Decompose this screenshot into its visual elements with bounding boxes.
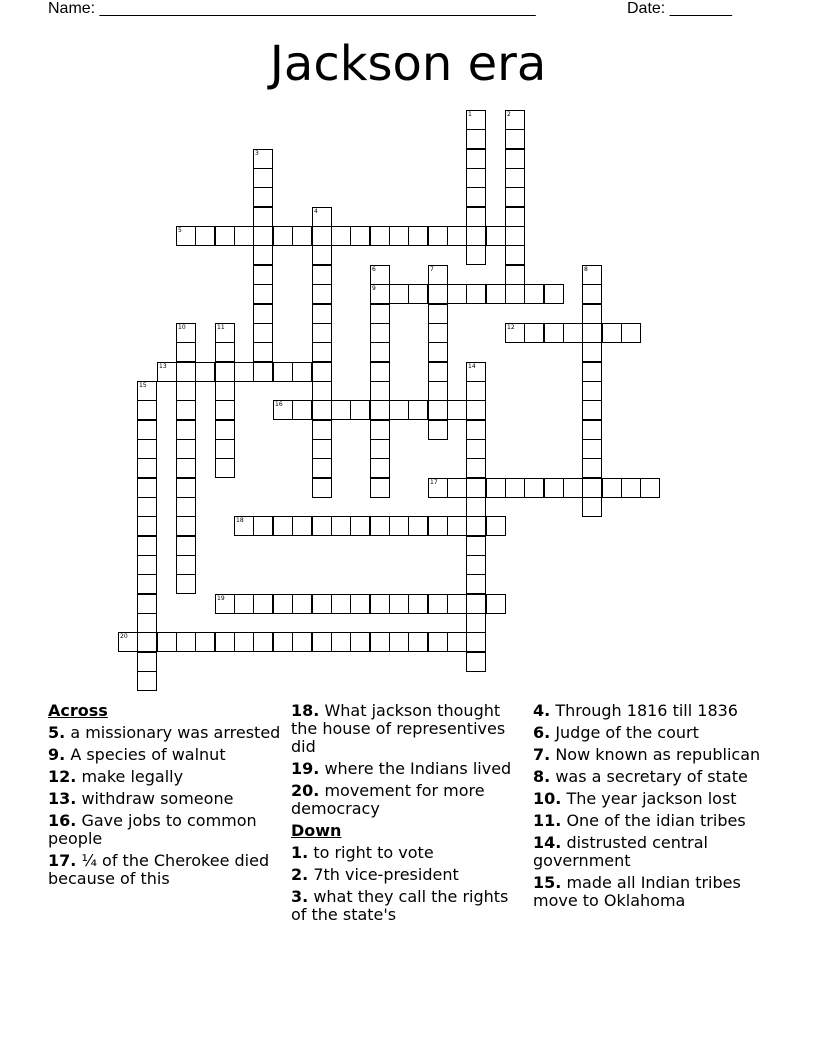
grid-cell[interactable] bbox=[582, 304, 602, 324]
grid-cell[interactable] bbox=[253, 187, 273, 207]
grid-cell[interactable] bbox=[312, 284, 332, 304]
grid-cell[interactable] bbox=[331, 400, 351, 420]
grid-cell[interactable] bbox=[466, 439, 486, 459]
grid-cell[interactable] bbox=[370, 284, 390, 304]
grid-cell[interactable] bbox=[253, 342, 273, 362]
grid-cell[interactable] bbox=[447, 400, 467, 420]
grid-cell[interactable] bbox=[176, 632, 196, 652]
clue-number: 17 bbox=[430, 479, 438, 486]
grid-cell[interactable] bbox=[466, 478, 486, 498]
clue-number: 8 bbox=[584, 266, 588, 273]
clue-down-6: 6. Judge of the court bbox=[533, 723, 699, 742]
grid-cell[interactable] bbox=[408, 284, 428, 304]
clue-number: 2 bbox=[507, 111, 511, 118]
grid-cell[interactable] bbox=[176, 516, 196, 536]
grid-cell[interactable] bbox=[370, 439, 390, 459]
grid-cell[interactable] bbox=[234, 594, 254, 614]
clue-down-4: 4. Through 1816 till 1836 bbox=[533, 701, 738, 720]
grid-cell[interactable] bbox=[466, 129, 486, 149]
grid-cell[interactable] bbox=[466, 207, 486, 227]
grid-cell[interactable] bbox=[447, 284, 467, 304]
grid-cell[interactable] bbox=[524, 478, 544, 498]
grid-cell[interactable] bbox=[253, 149, 273, 169]
grid-cell[interactable] bbox=[137, 381, 157, 401]
clue-number: 15 bbox=[139, 382, 147, 389]
grid-cell[interactable] bbox=[215, 226, 235, 246]
grid-cell[interactable] bbox=[466, 245, 486, 265]
grid-cell[interactable] bbox=[582, 381, 602, 401]
grid-cell[interactable] bbox=[370, 632, 390, 652]
grid-cell[interactable] bbox=[292, 516, 312, 536]
grid-cell[interactable] bbox=[466, 149, 486, 169]
grid-cell[interactable] bbox=[215, 362, 235, 382]
grid-cell[interactable] bbox=[466, 110, 486, 130]
clue-down-2: 2. 7th vice-president bbox=[291, 865, 459, 884]
grid-cell[interactable] bbox=[176, 574, 196, 594]
grid-cell[interactable] bbox=[176, 226, 196, 246]
grid-cell[interactable] bbox=[312, 226, 332, 246]
grid-cell[interactable] bbox=[447, 226, 467, 246]
grid-cell[interactable] bbox=[215, 594, 235, 614]
grid-cell[interactable] bbox=[389, 226, 409, 246]
grid-cell[interactable] bbox=[157, 632, 177, 652]
grid-cell[interactable] bbox=[466, 168, 486, 188]
grid-cell[interactable] bbox=[582, 478, 602, 498]
grid-cell[interactable] bbox=[215, 632, 235, 652]
grid-cell[interactable] bbox=[428, 381, 448, 401]
grid-cell[interactable] bbox=[428, 632, 448, 652]
grid-cell[interactable] bbox=[176, 342, 196, 362]
grid-cell[interactable] bbox=[137, 497, 157, 517]
grid-cell[interactable] bbox=[157, 362, 177, 382]
grid-cell[interactable] bbox=[292, 632, 312, 652]
grid-cell[interactable] bbox=[408, 516, 428, 536]
grid-cell[interactable] bbox=[312, 245, 332, 265]
grid-cell[interactable] bbox=[370, 265, 390, 285]
grid-cell[interactable] bbox=[137, 478, 157, 498]
grid-cell[interactable] bbox=[428, 400, 448, 420]
grid-cell[interactable] bbox=[505, 265, 525, 285]
grid-cell[interactable] bbox=[176, 536, 196, 556]
grid-cell[interactable] bbox=[137, 652, 157, 672]
grid-cell[interactable] bbox=[466, 516, 486, 536]
grid-cell[interactable] bbox=[466, 420, 486, 440]
grid-cell[interactable] bbox=[137, 516, 157, 536]
grid-cell[interactable] bbox=[408, 226, 428, 246]
name-field-label: Name: _________________________________________________ bbox=[48, 0, 536, 17]
grid-cell[interactable] bbox=[428, 420, 448, 440]
grid-cell[interactable] bbox=[582, 323, 602, 343]
grid-cell[interactable] bbox=[312, 304, 332, 324]
grid-cell[interactable] bbox=[273, 226, 293, 246]
grid-cell[interactable] bbox=[137, 594, 157, 614]
grid-cell[interactable] bbox=[312, 207, 332, 227]
grid-cell[interactable] bbox=[234, 226, 254, 246]
grid-cell[interactable] bbox=[253, 362, 273, 382]
grid-cell[interactable] bbox=[234, 632, 254, 652]
grid-cell[interactable] bbox=[408, 632, 428, 652]
grid-cell[interactable] bbox=[602, 478, 622, 498]
grid-cell[interactable] bbox=[621, 478, 641, 498]
grid-cell[interactable] bbox=[640, 478, 660, 498]
grid-cell[interactable] bbox=[253, 207, 273, 227]
grid-cell[interactable] bbox=[582, 439, 602, 459]
grid-cell[interactable] bbox=[137, 671, 157, 691]
grid-cell[interactable] bbox=[253, 516, 273, 536]
grid-cell[interactable] bbox=[176, 458, 196, 478]
grid-cell[interactable] bbox=[505, 478, 525, 498]
grid-cell[interactable] bbox=[370, 478, 390, 498]
grid-cell[interactable] bbox=[428, 226, 448, 246]
grid-cell[interactable] bbox=[582, 362, 602, 382]
grid-cell[interactable] bbox=[253, 323, 273, 343]
grid-cell[interactable] bbox=[176, 420, 196, 440]
grid-cell[interactable] bbox=[312, 381, 332, 401]
clue-down-3: 3. what they call the rights of the state's bbox=[291, 887, 509, 924]
grid-cell[interactable] bbox=[466, 632, 486, 652]
clue-number: 19 bbox=[217, 595, 225, 602]
grid-cell[interactable] bbox=[176, 555, 196, 575]
grid-cell[interactable] bbox=[466, 536, 486, 556]
clue-across-12: 12. make legally bbox=[48, 767, 184, 786]
grid-cell[interactable] bbox=[253, 594, 273, 614]
grid-cell[interactable] bbox=[505, 284, 525, 304]
grid-cell[interactable] bbox=[466, 226, 486, 246]
grid-cell[interactable] bbox=[253, 245, 273, 265]
grid-cell[interactable] bbox=[312, 420, 332, 440]
grid-cell[interactable] bbox=[505, 149, 525, 169]
grid-cell[interactable] bbox=[312, 400, 332, 420]
grid-cell[interactable] bbox=[466, 574, 486, 594]
grid-cell[interactable] bbox=[176, 478, 196, 498]
grid-cell[interactable] bbox=[466, 381, 486, 401]
clue-column-1 bbox=[48, 702, 283, 892]
grid-cell[interactable] bbox=[350, 226, 370, 246]
clue-down-1: 1. to right to vote bbox=[291, 843, 434, 862]
clue-across-16: 16. Gave jobs to common people bbox=[48, 811, 257, 848]
clue-across-5: 5. a missionary was arrested bbox=[48, 723, 281, 742]
grid-cell[interactable] bbox=[466, 613, 486, 633]
grid-cell[interactable] bbox=[350, 632, 370, 652]
grid-cell[interactable] bbox=[466, 497, 486, 517]
grid-cell[interactable] bbox=[137, 613, 157, 633]
grid-cell[interactable] bbox=[350, 400, 370, 420]
clue-down-7: 7. Now known as republican bbox=[533, 745, 761, 764]
across-heading: Across bbox=[48, 701, 108, 720]
date-field-label: Date: _______ bbox=[627, 0, 732, 17]
grid-cell[interactable] bbox=[582, 458, 602, 478]
grid-cell[interactable] bbox=[350, 594, 370, 614]
grid-cell[interactable] bbox=[137, 632, 157, 652]
grid-cell[interactable] bbox=[312, 362, 332, 382]
grid-cell[interactable] bbox=[582, 400, 602, 420]
grid-cell[interactable] bbox=[505, 245, 525, 265]
grid-cell[interactable] bbox=[370, 420, 390, 440]
grid-cell[interactable] bbox=[137, 574, 157, 594]
clue-across-17: 17. ¼ of the Cherokee died because of this bbox=[48, 851, 270, 888]
grid-cell[interactable] bbox=[582, 342, 602, 362]
grid-cell[interactable] bbox=[428, 594, 448, 614]
grid-cell[interactable] bbox=[544, 284, 564, 304]
grid-cell[interactable] bbox=[447, 516, 467, 536]
grid-cell[interactable] bbox=[428, 323, 448, 343]
grid-cell[interactable] bbox=[370, 362, 390, 382]
clue-down-14: 14. distrusted central government bbox=[533, 833, 708, 870]
clue-across-19: 19. where the Indians lived bbox=[291, 759, 512, 778]
clue-down-11: 11. One of the idian tribes bbox=[533, 811, 746, 830]
grid-cell[interactable] bbox=[137, 555, 157, 575]
grid-cell[interactable] bbox=[486, 594, 506, 614]
clue-number: 18 bbox=[236, 517, 244, 524]
grid-cell[interactable] bbox=[505, 207, 525, 227]
grid-cell[interactable] bbox=[312, 594, 332, 614]
grid-cell[interactable] bbox=[505, 226, 525, 246]
grid-cell[interactable] bbox=[273, 594, 293, 614]
grid-cell[interactable] bbox=[505, 187, 525, 207]
grid-cell[interactable] bbox=[195, 362, 215, 382]
grid-cell[interactable] bbox=[602, 323, 622, 343]
clue-down-15: 15. made all Indian tribes move to Oklahoma bbox=[533, 873, 741, 910]
grid-cell[interactable] bbox=[215, 420, 235, 440]
clue-column-3 bbox=[533, 702, 768, 914]
grid-cell[interactable] bbox=[370, 342, 390, 362]
clue-number: 16 bbox=[275, 401, 283, 408]
clue-number: 11 bbox=[217, 324, 225, 331]
grid-cell[interactable] bbox=[428, 342, 448, 362]
grid-cell[interactable] bbox=[505, 110, 525, 130]
grid-cell[interactable] bbox=[486, 516, 506, 536]
grid-cell[interactable] bbox=[563, 323, 583, 343]
grid-cell[interactable] bbox=[486, 226, 506, 246]
clue-number: 9 bbox=[372, 285, 376, 292]
grid-cell[interactable] bbox=[215, 342, 235, 362]
grid-cell[interactable] bbox=[215, 439, 235, 459]
grid-cell[interactable] bbox=[544, 478, 564, 498]
grid-cell[interactable] bbox=[331, 226, 351, 246]
clue-across-20: 20. movement for more democracy bbox=[291, 781, 485, 818]
grid-cell[interactable] bbox=[176, 497, 196, 517]
grid-cell[interactable] bbox=[428, 304, 448, 324]
clue-number: 14 bbox=[468, 363, 476, 370]
grid-cell[interactable] bbox=[466, 555, 486, 575]
clue-down-10: 10. The year jackson lost bbox=[533, 789, 737, 808]
grid-cell[interactable] bbox=[447, 478, 467, 498]
grid-cell[interactable] bbox=[273, 632, 293, 652]
grid-cell[interactable] bbox=[350, 516, 370, 536]
grid-cell[interactable] bbox=[312, 478, 332, 498]
grid-cell[interactable] bbox=[118, 632, 138, 652]
clue-down-8: 8. was a secretary of state bbox=[533, 767, 748, 786]
grid-cell[interactable] bbox=[195, 226, 215, 246]
grid-cell[interactable] bbox=[428, 362, 448, 382]
clue-across-9: 9. A species of walnut bbox=[48, 745, 226, 764]
grid-cell[interactable] bbox=[466, 458, 486, 478]
clue-number: 5 bbox=[178, 227, 182, 234]
grid-cell[interactable] bbox=[486, 478, 506, 498]
grid-cell[interactable] bbox=[292, 226, 312, 246]
grid-cell[interactable] bbox=[215, 458, 235, 478]
grid-cell[interactable] bbox=[312, 458, 332, 478]
grid-cell[interactable] bbox=[505, 129, 525, 149]
clue-number: 4 bbox=[314, 208, 318, 215]
grid-cell[interactable] bbox=[137, 458, 157, 478]
grid-cell[interactable] bbox=[312, 323, 332, 343]
grid-cell[interactable] bbox=[582, 265, 602, 285]
clue-across-18: 18. What jackson thought the house of representives did bbox=[291, 701, 506, 756]
grid-cell[interactable] bbox=[466, 594, 486, 614]
clue-number: 13 bbox=[159, 363, 167, 370]
grid-cell[interactable] bbox=[505, 168, 525, 188]
grid-cell[interactable] bbox=[176, 439, 196, 459]
grid-cell[interactable] bbox=[176, 362, 196, 382]
grid-cell[interactable] bbox=[370, 516, 390, 536]
clue-column-2 bbox=[291, 702, 526, 928]
grid-cell[interactable] bbox=[312, 265, 332, 285]
grid-cell[interactable] bbox=[176, 381, 196, 401]
grid-cell[interactable] bbox=[466, 362, 486, 382]
grid-cell[interactable] bbox=[389, 284, 409, 304]
grid-cell[interactable] bbox=[215, 400, 235, 420]
grid-cell[interactable] bbox=[370, 226, 390, 246]
grid-cell[interactable] bbox=[524, 323, 544, 343]
grid-cell[interactable] bbox=[428, 478, 448, 498]
grid-cell[interactable] bbox=[582, 497, 602, 517]
grid-cell[interactable] bbox=[234, 362, 254, 382]
clue-number: 1 bbox=[468, 111, 472, 118]
grid-cell[interactable] bbox=[447, 594, 467, 614]
grid-cell[interactable] bbox=[621, 323, 641, 343]
grid-cell[interactable] bbox=[370, 458, 390, 478]
grid-cell[interactable] bbox=[137, 420, 157, 440]
grid-cell[interactable] bbox=[253, 304, 273, 324]
grid-cell[interactable] bbox=[582, 284, 602, 304]
clue-number: 20 bbox=[120, 633, 128, 640]
grid-cell[interactable] bbox=[253, 265, 273, 285]
grid-cell[interactable] bbox=[137, 400, 157, 420]
grid-cell[interactable] bbox=[312, 439, 332, 459]
grid-cell[interactable] bbox=[408, 594, 428, 614]
grid-cell[interactable] bbox=[544, 323, 564, 343]
grid-cell[interactable] bbox=[466, 187, 486, 207]
grid-cell[interactable] bbox=[486, 284, 506, 304]
grid-cell[interactable] bbox=[215, 381, 235, 401]
grid-cell[interactable] bbox=[331, 516, 351, 536]
grid-cell[interactable] bbox=[292, 362, 312, 382]
grid-cell[interactable] bbox=[234, 516, 254, 536]
grid-cell[interactable] bbox=[273, 516, 293, 536]
grid-cell[interactable] bbox=[312, 632, 332, 652]
grid-cell[interactable] bbox=[428, 265, 448, 285]
grid-cell[interactable] bbox=[389, 400, 409, 420]
clue-number: 7 bbox=[430, 266, 434, 273]
grid-cell[interactable] bbox=[466, 284, 486, 304]
grid-cell[interactable] bbox=[292, 594, 312, 614]
grid-cell[interactable] bbox=[312, 516, 332, 536]
grid-cell[interactable] bbox=[253, 226, 273, 246]
grid-cell[interactable] bbox=[253, 168, 273, 188]
grid-cell[interactable] bbox=[273, 362, 293, 382]
grid-cell[interactable] bbox=[137, 439, 157, 459]
grid-cell[interactable] bbox=[466, 652, 486, 672]
grid-cell[interactable] bbox=[524, 284, 544, 304]
grid-cell[interactable] bbox=[447, 632, 467, 652]
grid-cell[interactable] bbox=[312, 342, 332, 362]
grid-cell[interactable] bbox=[331, 594, 351, 614]
grid-cell[interactable] bbox=[253, 284, 273, 304]
grid-cell[interactable] bbox=[466, 400, 486, 420]
grid-cell[interactable] bbox=[195, 632, 215, 652]
clue-number: 3 bbox=[255, 150, 259, 157]
grid-cell[interactable] bbox=[389, 632, 409, 652]
clue-number: 12 bbox=[507, 324, 515, 331]
grid-cell[interactable] bbox=[389, 516, 409, 536]
clue-number: 6 bbox=[372, 266, 376, 273]
grid-cell[interactable] bbox=[370, 304, 390, 324]
grid-cell[interactable] bbox=[370, 594, 390, 614]
grid-cell[interactable] bbox=[428, 284, 448, 304]
grid-cell[interactable] bbox=[215, 323, 235, 343]
grid-cell[interactable] bbox=[389, 594, 409, 614]
down-heading: Down bbox=[291, 821, 342, 840]
grid-cell[interactable] bbox=[505, 323, 525, 343]
grid-cell[interactable] bbox=[137, 536, 157, 556]
clue-across-13: 13. withdraw someone bbox=[48, 789, 234, 808]
grid-cell[interactable] bbox=[292, 400, 312, 420]
grid-cell[interactable] bbox=[273, 400, 293, 420]
grid-cell[interactable] bbox=[563, 478, 583, 498]
grid-cell[interactable] bbox=[408, 400, 428, 420]
grid-cell[interactable] bbox=[253, 632, 273, 652]
grid-cell[interactable] bbox=[176, 323, 196, 343]
page-title: Jackson era bbox=[269, 36, 547, 92]
grid-cell[interactable] bbox=[582, 420, 602, 440]
grid-cell[interactable] bbox=[176, 400, 196, 420]
clue-number: 10 bbox=[178, 324, 186, 331]
grid-cell[interactable] bbox=[370, 323, 390, 343]
grid-cell[interactable] bbox=[370, 381, 390, 401]
grid-cell[interactable] bbox=[370, 400, 390, 420]
grid-cell[interactable] bbox=[428, 516, 448, 536]
grid-cell[interactable] bbox=[331, 632, 351, 652]
